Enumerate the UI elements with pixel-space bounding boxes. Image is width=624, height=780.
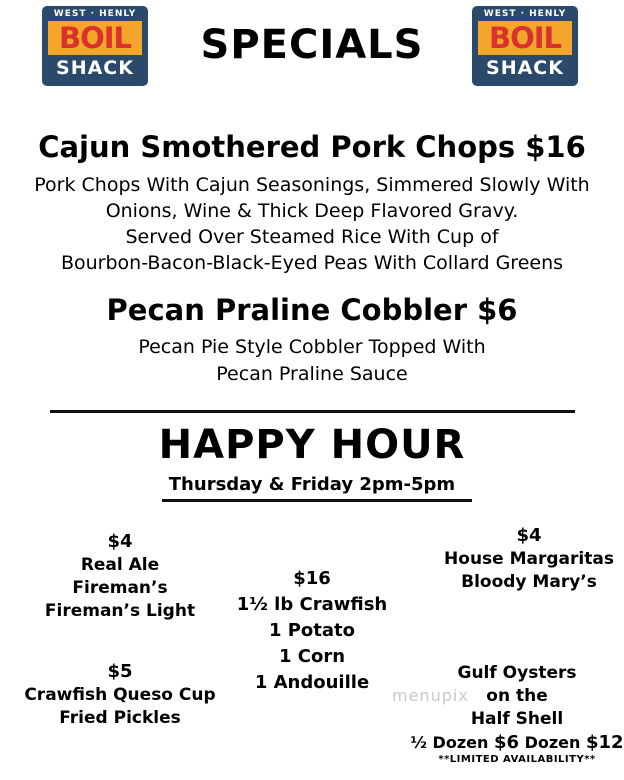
list-item: Bloody Mary’s xyxy=(461,572,597,592)
logo-middle-text: BOIL xyxy=(48,21,142,55)
special-2-desc-line-2: Pecan Praline Sauce xyxy=(216,363,408,385)
list-item: 1 Corn xyxy=(278,646,346,667)
logo-top-text: WEST · HENLY xyxy=(53,9,137,19)
list-item: House Margaritas xyxy=(444,549,614,569)
special-1-desc-line-1: Pork Chops With Cajun Seasonings, Simmered Slowly With xyxy=(34,174,590,196)
happy-hour-drinks-list xyxy=(434,524,624,594)
logo-bottom-text: SHACK xyxy=(486,57,564,79)
list-item: Fireman’s xyxy=(72,578,168,598)
happy-hour-snack-list xyxy=(20,660,220,730)
happy-hour-crawfish-list xyxy=(222,566,402,696)
list-item: Fireman’s Light xyxy=(44,601,196,621)
special-1-desc-line-4: Bourbon-Bacon-Black-Eyed Peas With Collard Greens xyxy=(60,252,564,274)
list-item: 1 Potato xyxy=(268,620,356,641)
special-1-name: Cajun Smothered Pork Chops $16 xyxy=(38,130,586,164)
logo-middle-text: BOIL xyxy=(478,21,572,55)
happy-hour-time: Thursday & Friday 2pm-5pm xyxy=(168,474,456,495)
list-item: Fried Pickles xyxy=(59,708,181,728)
dozen-label: Dozen xyxy=(524,733,581,752)
list-item: 1½ lb Crawfish xyxy=(236,594,388,615)
divider-top xyxy=(50,410,575,413)
special-2-name: Pecan Praline Cobbler $6 xyxy=(106,293,518,327)
snack-price: $5 xyxy=(107,661,133,682)
logo-top-text: WEST · HENLY xyxy=(483,9,567,19)
half-dozen-label: ½ Dozen xyxy=(410,733,489,752)
list-item: Gulf Oysters xyxy=(457,663,577,683)
list-item: Half Shell xyxy=(470,709,564,729)
menupix-watermark: menupix xyxy=(392,686,469,705)
page-title: SPECIALS xyxy=(200,22,424,68)
drinks-price: $4 xyxy=(516,525,542,546)
crawfish-price: $16 xyxy=(293,568,331,589)
special-2-desc-line-1: Pecan Pie Style Cobbler Topped With xyxy=(138,336,486,358)
special-1-desc-line-3: Served Over Steamed Rice With Cup of xyxy=(125,226,499,248)
list-item: Crawfish Queso Cup xyxy=(24,685,216,705)
list-item: on the xyxy=(486,686,548,706)
beer-price: $4 xyxy=(107,531,133,552)
oyster-price-line xyxy=(410,731,624,754)
list-item: 1 Andouille xyxy=(254,672,370,693)
logo-bottom-text: SHACK xyxy=(56,57,134,79)
happy-hour-oysters-list xyxy=(410,662,624,766)
happy-hour-title: HAPPY HOUR xyxy=(158,422,466,468)
happy-hour-beer-list xyxy=(30,530,210,623)
limited-availability-note: **LIMITED AVAILABILITY** xyxy=(438,754,596,765)
special-1-desc-line-2: Onions, Wine & Thick Deep Flavored Gravy. xyxy=(105,200,519,222)
divider-happy-hour xyxy=(162,499,472,502)
list-item: Real Ale xyxy=(80,555,160,575)
half-dozen-price: $6 xyxy=(493,732,520,753)
dozen-price: $12 xyxy=(586,732,624,753)
